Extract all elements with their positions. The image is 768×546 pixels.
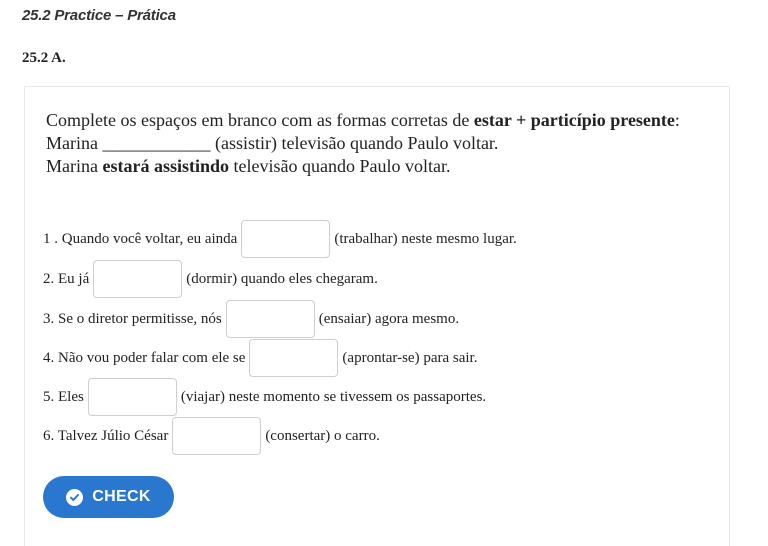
question-hint: (trabalhar) neste mesmo lugar. [334,230,517,247]
question-prompt: 1 . Quando você voltar, eu ainda [43,230,238,247]
question-hint: (aprontar-se) para sair. [342,349,478,366]
answer-input-1[interactable] [241,220,330,258]
answer-rest: televisão quando Paulo voltar. [229,156,451,176]
check-button-label: CHECK [92,488,151,505]
answer-input-3[interactable] [226,300,315,338]
question-6 [43,416,380,456]
answer-input-4[interactable] [249,339,338,377]
instructions [46,109,706,178]
question-1 [43,219,517,259]
example-subject: Marina [46,133,103,153]
question-hint: (viajar) neste momento se tivessem os passaportes. [180,388,487,405]
instruction-text: Complete os espaços em branco com as formas corretas de [46,110,474,130]
instruction-line [46,109,706,132]
answer-subject: Marina [46,156,103,176]
question-hint: (consertar) o carro. [265,427,380,444]
question-3 [43,299,459,339]
answer-input-5[interactable] [88,378,177,416]
exercise-card [24,86,730,546]
check-circle-icon [66,489,83,506]
answer-bold: estará assistindo [102,156,229,176]
question-prompt: 6. Talvez Júlio César [43,427,169,444]
question-hint: (dormir) quando eles chegaram. [186,270,378,287]
instruction-end: : [674,110,680,130]
question-prompt: 3. Se o diretor permitisse, nós [43,310,222,327]
example-line [46,132,706,155]
answer-line [46,155,706,178]
instruction-bold: estar + particípio presente [473,110,675,130]
question-hint: (ensaiar) agora mesmo. [318,310,460,327]
question-prompt: 5. Eles [43,388,84,405]
answer-input-2[interactable] [93,260,182,298]
example-blank: ____________ [102,133,211,153]
question-4 [43,338,477,378]
answer-input-6[interactable] [172,417,261,455]
question-2 [43,259,378,299]
question-prompt: 2. Eu já [43,270,90,287]
exercise-title: 25.2 A. [22,50,66,66]
question-5 [43,377,486,417]
question-prompt: 4. Não vou poder falar com ele se [43,349,246,366]
check-button[interactable] [43,476,174,518]
section-title: 25.2 Practice – Prática [22,7,176,24]
example-rest: (assistir) televisão quando Paulo voltar. [210,133,499,153]
